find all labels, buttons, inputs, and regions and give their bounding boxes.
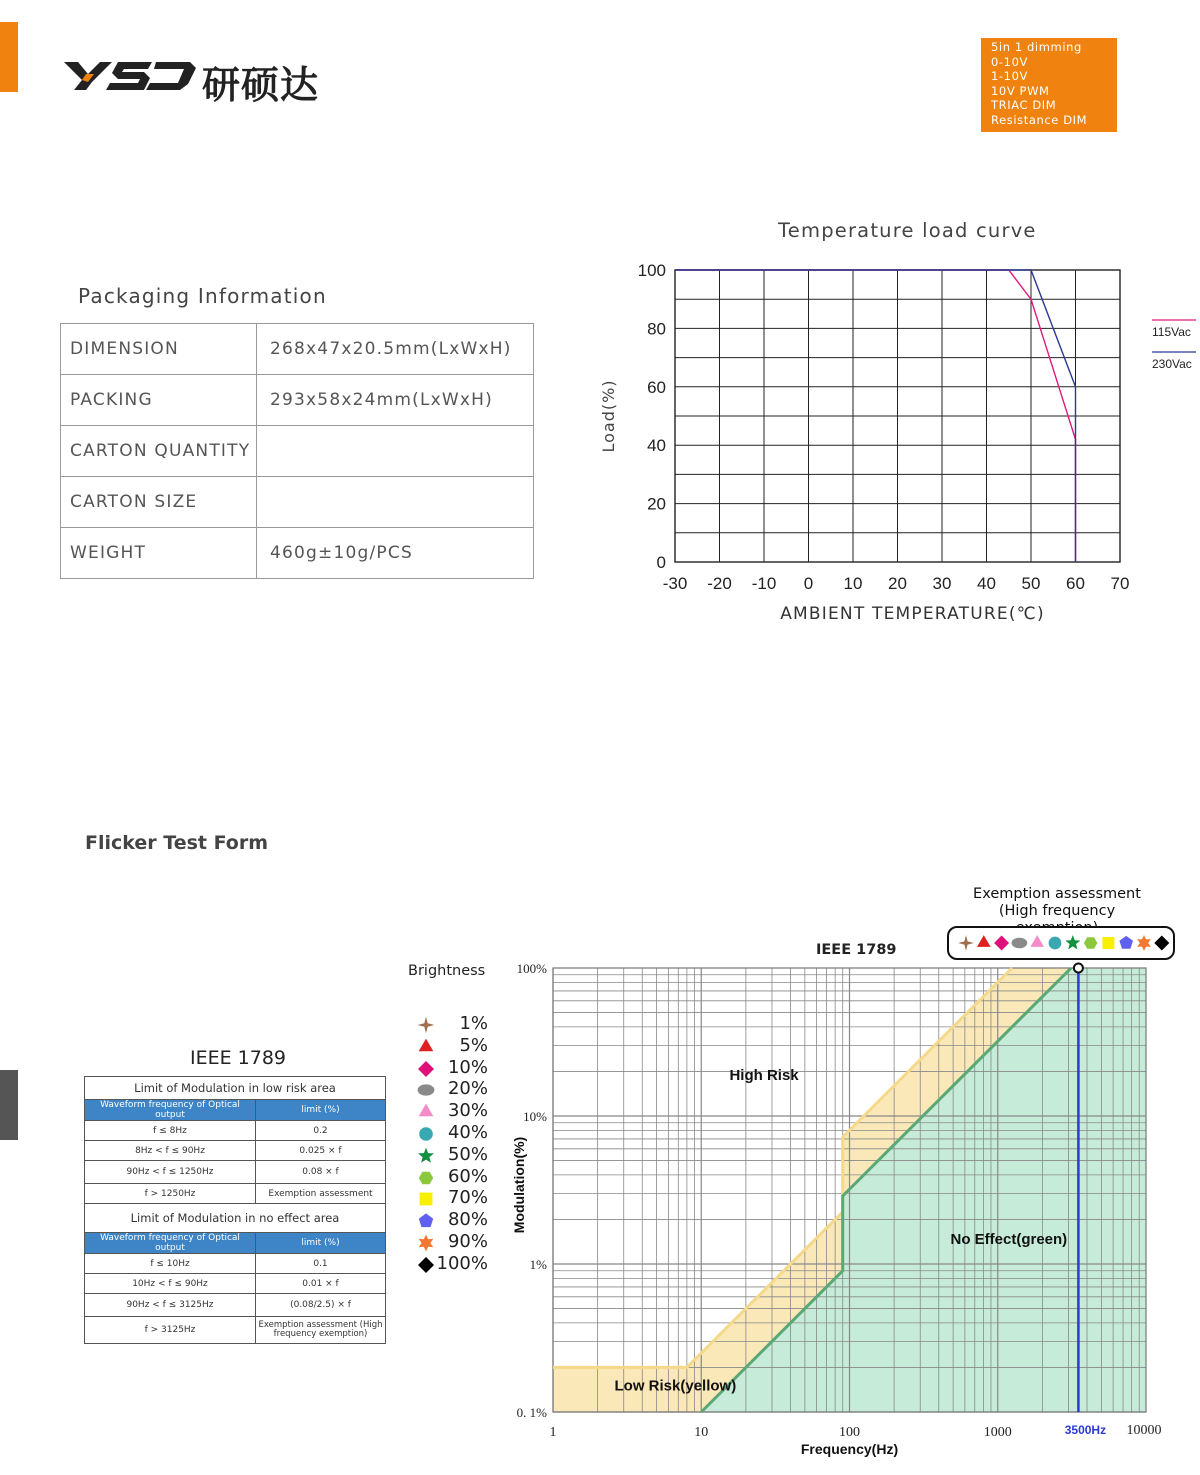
table-cell: f > 1250Hz <box>85 1184 256 1204</box>
exemption-triangle-icon <box>1030 935 1044 947</box>
brightness-label: 5% <box>459 1034 488 1056</box>
exemption-brightness-icons <box>949 928 1173 958</box>
x-tick-label: 10 <box>843 574 863 593</box>
table-row <box>85 1254 386 1274</box>
diamond-icon <box>417 1256 435 1274</box>
table-cell: Exemption assessment (High frequency exemption) <box>256 1317 386 1344</box>
table-row <box>85 1121 386 1141</box>
dimming-line: Resistance DIM <box>991 112 1088 127</box>
x-tick-label: 50 <box>1021 574 1041 593</box>
no-effect-caption: Limit of Modulation in no effect area <box>85 1204 386 1233</box>
diamond-marker <box>418 1257 434 1273</box>
brightness-legend-item <box>410 1013 500 1035</box>
dimming-badge <box>981 38 1117 132</box>
y-tick-label: 100% <box>516 961 547 976</box>
temperature-grid <box>675 270 1120 562</box>
brightness-legend-item <box>410 1122 500 1144</box>
brand-name-cn: 研硕达 <box>202 63 320 107</box>
packaging-value <box>257 426 534 477</box>
accent-bar <box>0 22 18 92</box>
brightness-legend-item <box>410 1100 500 1122</box>
diamond-marker <box>418 1061 434 1077</box>
table-cell: Exemption assessment <box>256 1184 386 1204</box>
dimming-line: 1-10V <box>991 69 1028 84</box>
ysd-logo-mark <box>62 52 197 100</box>
legend-label: 230Vac <box>1152 357 1192 371</box>
packaging-label: CARTON SIZE <box>61 477 257 528</box>
exemption-ellipse-icon <box>1012 938 1028 949</box>
y-tick-label: 40 <box>647 436 666 456</box>
packaging-table <box>60 323 534 579</box>
y-tick-label: 1% <box>529 1257 547 1272</box>
packaging-label: DIMENSION <box>61 324 257 375</box>
brightness-label: 60% <box>447 1165 488 1187</box>
table-row <box>85 1317 386 1344</box>
diamond-icon <box>417 1060 435 1078</box>
brand-logo <box>62 52 352 107</box>
exemption-star-icon <box>1065 935 1080 949</box>
brightness-label: 90% <box>447 1231 488 1252</box>
x-tick-label: 30 <box>932 574 952 593</box>
flicker-title: Flicker Test Form <box>85 832 269 854</box>
y-axis-label: Load(%) <box>599 379 618 453</box>
exemption-6-point-star-icon <box>1137 935 1151 951</box>
dimming-line: TRIAC DIM <box>991 98 1057 113</box>
square-marker <box>420 1193 433 1206</box>
y-tick-label: 0 <box>656 553 666 572</box>
brightness-label: 30% <box>447 1100 488 1122</box>
exemption-pentagon-icon <box>1119 936 1133 949</box>
ellipse-icon <box>417 1081 435 1099</box>
6-point-star-marker <box>419 1235 434 1252</box>
table-row <box>61 324 534 375</box>
x-tick-label: 0 <box>803 574 814 593</box>
packaging-value: 268x47x20.5mm(LxWxH) <box>257 324 534 375</box>
brightness-title: Brightness <box>408 963 486 979</box>
brightness-label: 50% <box>447 1143 488 1165</box>
region-label-high-risk: High Risk <box>729 1067 799 1085</box>
brightness-legend-item <box>410 1057 500 1079</box>
packaging-label: PACKING <box>61 375 257 426</box>
dimming-line: 0-10V <box>991 54 1028 69</box>
column-header: Waveform frequency of Optical output <box>85 1100 256 1121</box>
star-icon <box>417 1147 435 1165</box>
packaging-label: CARTON QUANTITY <box>61 426 257 477</box>
temperature-load-chart <box>590 255 1200 640</box>
table-cell: 8Hz < f ≤ 90Hz <box>85 1141 256 1161</box>
packaging-label: WEIGHT <box>61 528 257 579</box>
x-tick-label: 40 <box>977 574 996 593</box>
table-row <box>61 528 534 579</box>
triangle-marker <box>419 1038 434 1051</box>
brightness-legend-item <box>410 1253 500 1275</box>
table-cell: f > 3125Hz <box>85 1317 256 1344</box>
exemption-hexagon-icon <box>1084 937 1098 949</box>
exemption-line: (High frequency <box>998 903 1116 919</box>
exemption-4-point-star-icon <box>958 935 974 951</box>
brightness-legend-item <box>410 1144 500 1166</box>
flicker-risk-chart <box>500 955 1180 1460</box>
table-row <box>85 1077 386 1100</box>
dimming-line: 5in 1 dimming <box>991 40 1082 54</box>
brightness-legend-item <box>410 1166 500 1188</box>
4-point-star-marker <box>418 1017 435 1034</box>
packaging-value: 460g±10g/PCS <box>257 528 534 579</box>
column-header: limit (%) <box>256 1233 386 1254</box>
triangle-icon <box>417 1103 435 1121</box>
table-cell: 0.025 × f <box>256 1141 386 1161</box>
brightness-legend-item <box>410 1078 500 1100</box>
ieee-table-title: IEEE 1789 <box>190 1047 287 1069</box>
x-tick-label: 100 <box>839 1425 860 1440</box>
y-tick-label: 100 <box>637 261 666 280</box>
x-tick-label: 10 <box>694 1425 709 1440</box>
legend-label: 115Vac <box>1152 325 1191 339</box>
dimming-line: 10V PWM <box>991 83 1050 98</box>
side-tab <box>0 1070 18 1140</box>
region-label-no-effect: No Effect(green) <box>950 1231 1068 1249</box>
x-tick-label: -20 <box>707 574 732 593</box>
brightness-legend-item <box>410 1035 500 1057</box>
triangle-marker <box>419 1104 434 1117</box>
x-tick-label: -10 <box>751 574 777 593</box>
column-header: Waveform frequency of Optical output <box>85 1233 256 1254</box>
packaging-value: 293x58x24mm(LxWxH) <box>257 375 534 426</box>
y-tick-label: 10% <box>523 1109 547 1124</box>
brightness-label: 1% <box>459 1013 488 1034</box>
y-tick-label: 20 <box>647 494 666 514</box>
4-point-star-icon <box>417 1016 435 1034</box>
table-row <box>85 1161 386 1184</box>
brightness-label: 10% <box>447 1056 488 1078</box>
table-row <box>85 1274 386 1294</box>
x-tick-label: 1000 <box>983 1425 1012 1440</box>
x-tick-label: -30 <box>662 574 688 593</box>
temperature-chart-title: Temperature load curve <box>778 219 1037 242</box>
x-axis-label: Frequency(Hz) <box>800 1441 899 1457</box>
table-cell: (0.08/2.5) × f <box>256 1294 386 1317</box>
y-tick-label: 80 <box>647 319 666 339</box>
table-row <box>85 1233 386 1254</box>
table-cell: f ≤ 10Hz <box>85 1254 256 1274</box>
table-row <box>85 1204 386 1233</box>
hexagon-marker <box>419 1171 433 1183</box>
table-cell: 90Hz < f ≤ 1250Hz <box>85 1161 256 1184</box>
exemption-circle-icon <box>1049 937 1062 950</box>
ieee-chart-title: IEEE 1789 <box>816 942 897 958</box>
circle-marker <box>419 1127 433 1141</box>
x-tick-label: 1 <box>549 1425 557 1440</box>
table-cell: 0.2 <box>256 1121 386 1141</box>
table-cell: 0.01 × f <box>256 1274 386 1294</box>
exemption-diamond-icon <box>1154 936 1169 951</box>
exemption-square-icon <box>1102 937 1114 949</box>
y-axis-label: Modulation(%) <box>511 1136 527 1234</box>
brightness-label: 70% <box>447 1187 488 1209</box>
marker-line-label: 3500Hz <box>1064 1423 1107 1437</box>
brightness-legend-item <box>410 1231 500 1253</box>
brightness-label: 20% <box>447 1078 488 1100</box>
modulation-limit-table <box>84 1076 386 1344</box>
table-cell: 90Hz < f ≤ 3125Hz <box>85 1294 256 1317</box>
table-cell: 0.08 × f <box>256 1161 386 1184</box>
table-row <box>85 1141 386 1161</box>
star-marker <box>418 1147 434 1162</box>
square-icon <box>417 1190 435 1208</box>
column-header: limit (%) <box>256 1100 386 1121</box>
brightness-label: 100% <box>436 1252 488 1274</box>
y-tick-label: 0. 1% <box>516 1405 547 1420</box>
hexagon-icon <box>417 1169 435 1187</box>
ellipse-marker <box>418 1085 435 1096</box>
x-axis-label: AMBIENT TEMPERATURE(℃) <box>780 604 1045 624</box>
table-row <box>85 1294 386 1317</box>
packaging-value <box>257 477 534 528</box>
brightness-legend-item <box>410 1209 500 1231</box>
exemption-diamond-icon <box>994 936 1009 951</box>
brightness-label: 40% <box>447 1122 488 1143</box>
region-label-low-risk: Low Risk(yellow) <box>614 1377 737 1395</box>
table-cell: 0.1 <box>256 1254 386 1274</box>
marker-point <box>1074 964 1083 973</box>
6-point-star-icon <box>417 1234 435 1252</box>
brightness-label: 80% <box>447 1209 488 1231</box>
x-tick-label: 60 <box>1066 574 1085 593</box>
low-risk-caption: Limit of Modulation in low risk area <box>85 1077 386 1100</box>
x-tick-label: 70 <box>1110 574 1130 593</box>
table-row <box>85 1184 386 1204</box>
pentagon-marker <box>419 1214 433 1228</box>
triangle-icon <box>417 1038 435 1056</box>
table-row <box>61 375 534 426</box>
pentagon-icon <box>417 1212 435 1230</box>
exemption-triangle-icon <box>977 935 991 947</box>
exemption-line: Exemption assessment <box>973 886 1141 902</box>
table-row <box>61 477 534 528</box>
x-tick-label: 20 <box>888 574 907 593</box>
table-row <box>85 1100 386 1121</box>
packaging-title: Packaging Information <box>78 284 327 308</box>
table-cell: f ≤ 8Hz <box>85 1121 256 1141</box>
y-tick-label: 60 <box>647 377 666 397</box>
table-cell: 10Hz < f ≤ 90Hz <box>85 1274 256 1294</box>
table-row <box>61 426 534 477</box>
brightness-legend-item <box>410 1187 500 1209</box>
circle-icon <box>417 1125 435 1143</box>
x-tick-label: 10000 <box>1126 1423 1162 1438</box>
